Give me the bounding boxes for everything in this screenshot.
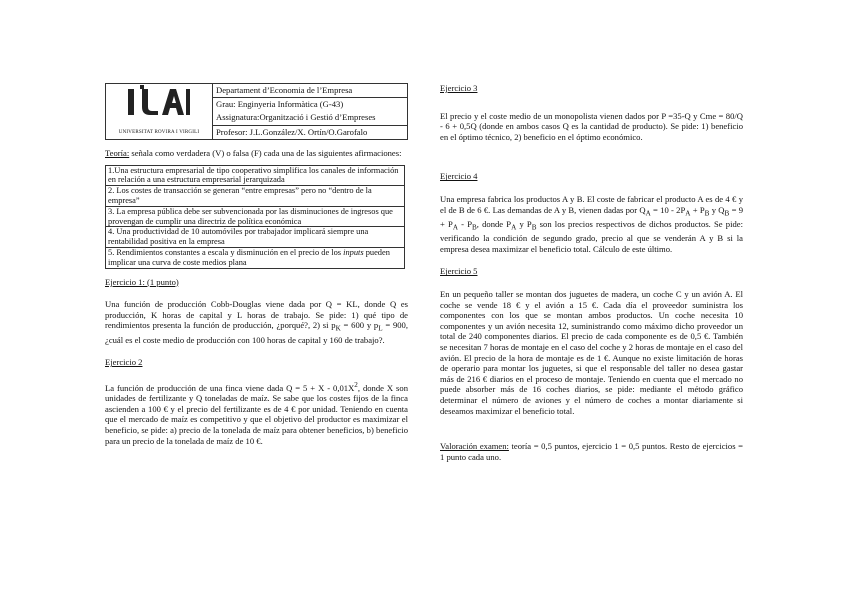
grau: Grau: Enginyeria Informàtica (G-43) — [213, 98, 408, 112]
exam-header — [105, 83, 408, 140]
left-column — [105, 83, 408, 446]
valoracion-examen: Valoración examen: teoría = 0,5 puntos, ejercicio 1 = 0,5 puntos. Resto de ejercicios = 1 punto cada uno. — [440, 441, 743, 462]
ejercicio-2-text: La función de producción de una finca viene dada $Q = 5 + X - 0,01X^2$, donde X son unidades de fertilizante y Q toneladas de maíz. Se sabe que los costes fijos de la finca ascienden a 100 € y el precio del fertilizante es de 4 € por unidad. Teniendo en cuenta que el mercado de maíz es competitivo y que el objetivo del productor es maximizar el beneficio, se pide: a) precio de la tonelada de maíz para obtener beneficios, b) beneficio para un precio de la tonelada de maíz de 10 €. — [105, 380, 408, 446]
teoria-statements — [105, 165, 405, 269]
teoria-intro: Teoría: señala como verdadera (V) o falsa (F) cada una de las siguientes afirmaciones: — [105, 148, 402, 158]
ejercicio-1-title: Ejercicio 1: (1 punto) — [105, 276, 179, 287]
ejercicio-5-title: Ejercicio 5 — [440, 266, 478, 277]
statement-5: 5. Rendimientos constantes a escala y disminución en el precio de los inputs pueden implicar una curva de coste medios plana — [106, 247, 405, 268]
statement-3: 3. La empresa pública debe ser subvencionada por las disminuciones de ingresos que provengan de cumplir una directriz de política económica — [106, 206, 405, 227]
teoria-label: Teoría: — [105, 148, 130, 158]
university-logo — [106, 84, 213, 140]
statement-4: 4. Una productividad de 10 automóviles por trabajador implicará siempre una rentabilidad positiva en la empresa — [106, 227, 405, 248]
ejercicio-4-title: Ejercicio 4 — [440, 171, 478, 182]
assignatura: Assignatura:Organització i Gestió d’Empreses — [213, 111, 408, 125]
ejercicio-3-title: Ejercicio 3 — [440, 83, 478, 93]
department: Departament d’Economia de l’Empresa — [213, 84, 408, 98]
ejercicio-1-text: Una función de producción Cobb-Douglas viene dada por Q = KL, donde Q es producción, K horas de capital y L horas de trabajo. Se pide: 1) qué tipo de rendimientos presenta la función de producción, ¿porqué?, 2) si $p_K = 600$ y $p_L = 900$, ¿cuál es el coste medio de producción con 100 horas de capital y 160 de trabajo?. — [105, 299, 408, 345]
statement-2: 2. Los costes de transacción se generan “entre empresas” pero no “dentro de la empresa” — [106, 186, 405, 207]
ejercicio-4-text: Una empresa fabrica los productos A y B. El coste de fabricar el producto A es de 4 € y el de B de 6 €. Las demandas de A y B, vienen dadas por $Q_A = 10 - 2P_A + P_B$ y $Q_B = 9 + P_A - P_B$, donde $P_A$ y $P_B$ son los precios respectivos de dichos productos. Se pide: verificando la condición de segundo grado, precio al que se venderán A y B si la empresa desea maximizar el beneficio total. Cálculo de este último. — [440, 193, 743, 254]
right-column — [440, 83, 743, 462]
ejercicio-2-title: Ejercicio 2 — [105, 357, 143, 368]
logo-text: UNIVERSITAT ROVIRA I VIRGILI — [118, 130, 200, 135]
ejercicio-3-text: El precio y el coste medio de un monopolista vienen dados por P =35-Q y Cme = 80/Q - 6 + 0,5Q (donde en ambos casos Q es la cantidad de producto). Se pide: 1) beneficio en el óptimo técnico, 2) beneficio en el óptimo económico. — [440, 110, 743, 142]
professor: Profesor: J.L.González/X. Ortín/O.Garofalo — [213, 125, 408, 139]
statement-1: 1.Una estructura empresarial de tipo cooperativo simplifica los canales de información en relación a una estructura empresarial jerarquizada — [106, 165, 405, 186]
urv-logo-icon — [126, 85, 192, 125]
ejercicio-5-text: En un pequeño taller se montan dos juguetes de madera, un coche C y un avión A. El coche se vende 18 € y el avión a 15 €. Cada día el proveedor suministra los componentes con los que se montan ambos productos. Un coche necesita 10 componentes y un avión necesita 12, suministrando como máximo dicho proveedor un total de 240 componentes diarios. El precio de cada componente es de 0,5 €. También se necesitan 7 horas de montaje en el caso del coche y 2 horas de montaje en el caso del avión. El precio de la hora de montaje es de 1 €. Aunque no existe limitación de horas de operario para montar los juguetes, si que el responsable del taller no desea gastar más de 216 € diarios en el proceso de montaje. Teniendo en cuenta que el mercado no puede absorber más de 16 coches diarios, se pide: mediante el método gráfico determinar el número de aviones y el número de coches a montar diariamente si deseamos maximizar el beneficio total. — [440, 288, 743, 416]
